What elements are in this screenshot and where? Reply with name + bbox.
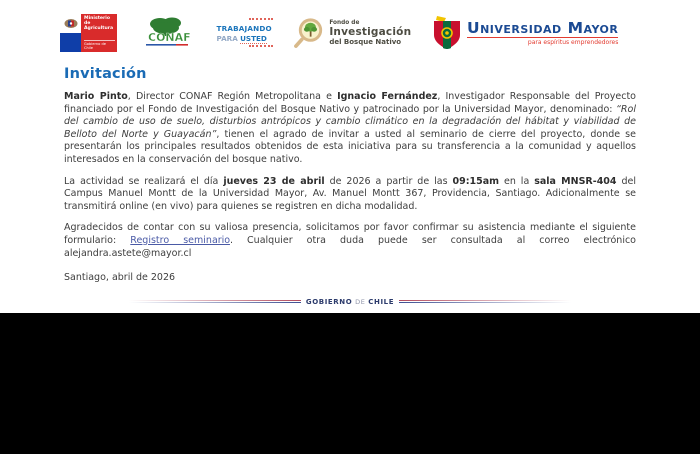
- chile-word: CHILE: [368, 297, 395, 306]
- ribbon-left-icon: [129, 300, 301, 303]
- gobierno-de-chile-label: [306, 298, 394, 306]
- paragraph-event-details: [64, 176, 636, 214]
- red-dots-top-icon: [249, 18, 273, 22]
- paragraph-rsvp: [64, 222, 636, 260]
- umayor-wordmark: Universidad Mayor: [467, 19, 619, 37]
- ribbon-right-icon: [399, 300, 571, 303]
- usted-text: USTED: [240, 33, 267, 43]
- details-text-1: La actividad se realizará el día: [64, 175, 224, 187]
- details-text-4: del Campus Manuel Montt de la Universidad Mayor, Av. Manuel Montt 367, Providencia, Santiago. Adicionalmente se transmitirá online (en vivo) para quienes se registren en dicha modalidad.: [64, 175, 636, 212]
- fondo-line2: Investigación: [329, 26, 412, 38]
- event-date: jueves 23 de abril: [223, 175, 325, 187]
- trabajando-text: TRABAJANDO: [216, 23, 272, 33]
- gobierno-word: GOBIERNO: [305, 297, 353, 306]
- ministry-logo-red-block: [81, 14, 117, 52]
- umayor-text-block: [467, 20, 618, 46]
- gobierno-footer: [0, 298, 700, 306]
- paragraph-city-date: Santiago, abril de 2026: [64, 272, 176, 284]
- fondo-investigacion-logo: [293, 12, 411, 54]
- red-dots-bottom-icon: [249, 45, 273, 49]
- umayor-tagline: para espíritus emprendedores: [527, 39, 619, 46]
- conaf-logo: [138, 16, 196, 50]
- ministry-logo-left: [60, 14, 81, 52]
- de-word: DE: [355, 297, 366, 306]
- invitation-body: [0, 66, 700, 285]
- fondo-text-block: [329, 20, 411, 46]
- intro-text-2: , Investigador Responsable del Proyecto financiado por el Fondo de Investigación del Bosque Nativo y patrocinado por la Universidad Mayor, denominado:: [64, 91, 636, 115]
- coat-of-arms-svg: [64, 18, 78, 29]
- rsvp-text-1: Agradecidos de contar con su valiosa presencia, solicitamos por favor confirmar su asistencia mediante el siguiente formulario:: [64, 222, 636, 246]
- page-title: Invitación: [64, 66, 147, 82]
- person-name-2: Ignacio Fernández: [337, 91, 438, 102]
- ministry-footer: Gobierno de Chile: [84, 40, 115, 50]
- magnifier-tree-icon: [293, 12, 325, 54]
- fondo-line3: del Bosque Nativo: [329, 38, 402, 46]
- details-text-3: en la: [499, 175, 535, 187]
- umayor-shield-icon: [432, 15, 462, 51]
- paragraph-intro: [64, 91, 636, 167]
- conaf-wordmark: CONAF: [147, 31, 191, 44]
- trabajando-para-usted-logo: [217, 18, 273, 48]
- para-usted-text: [217, 34, 273, 43]
- project-title: “Rol del cambio de uso de suelo, disturbios antrópicos y cambio climático en la degradación del hábitat y viabilidad de Belloto del Norte y Guayacán”: [64, 103, 636, 140]
- chile-coat-of-arms-icon: [60, 14, 81, 33]
- universidad-mayor-logo: [432, 14, 640, 52]
- intro-text-3: , tienen el agrado de invitar a usted al seminario de cierre del proyecto, donde se presentarán los principales resultados obtenidos de esta iniciativa para su transferencia a la comunidad y aquellos interesados en la conservación del bosque nativo.: [64, 128, 636, 165]
- logo-bar: [0, 12, 700, 54]
- intro-text-1: , Director CONAF Región Metropolitana e: [127, 91, 338, 102]
- rsvp-text-2: . Cualquier otra duda puede ser consultada al correo electrónico alejandra.astete@mayor.cl: [64, 234, 636, 259]
- ministerio-agricultura-logo: [60, 14, 117, 52]
- person-name-1: Mario Pinto: [64, 91, 128, 102]
- registro-seminario-link[interactable]: Registro seminario: [130, 234, 230, 246]
- conaf-tree-icon: [138, 16, 196, 50]
- ministry-logo-blue-block: [60, 33, 81, 52]
- details-text-2: de 2026 a partir de las: [324, 175, 453, 187]
- event-time: 09:15am: [452, 175, 500, 187]
- umayor-red-rule: [467, 37, 618, 38]
- ministry-name: Ministerio de Agricultura: [84, 16, 114, 31]
- event-room: sala MNSR-404: [534, 175, 617, 187]
- fondo-line1: Fondo de: [329, 20, 360, 26]
- para-text: PARA: [216, 33, 238, 43]
